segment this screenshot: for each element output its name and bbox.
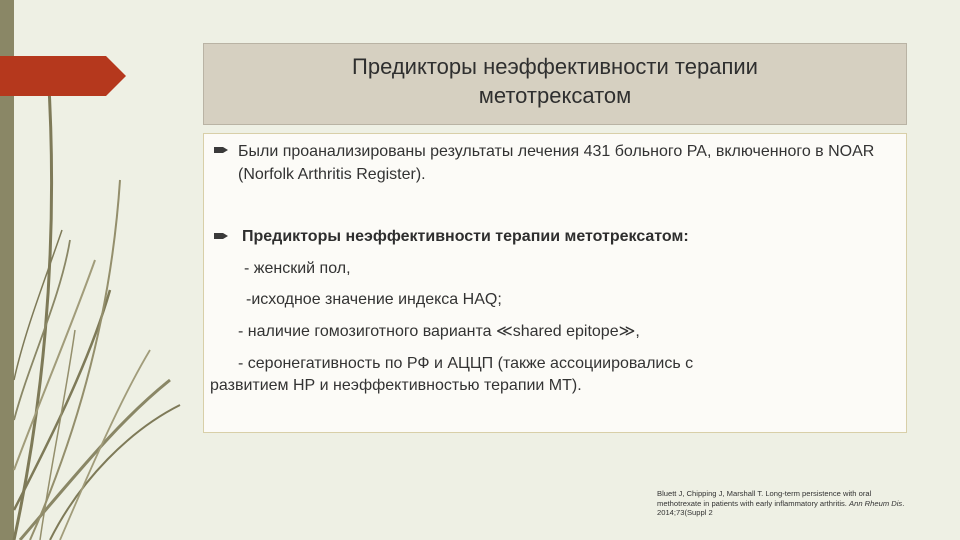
red-accent-arrow <box>0 56 126 96</box>
pencil-bullet-icon <box>214 231 228 241</box>
sub-item: - наличие гомозиготного варианта ≪shared epitope≫, <box>238 323 640 340</box>
sub-item: - серонегативность по РФ и АЦЦП (также ассоциировались с <box>238 355 694 372</box>
sub-item: развитием НР и неэффективностью терапии МТ). <box>210 377 582 394</box>
title-box <box>203 43 907 125</box>
sub-item: -исходное значение индекса HAQ; <box>246 291 502 308</box>
citation-main: Bluett J, Chipping J, Marshall T. Long-term persistence with oral methotrexate in patients with early inflammatory arthritis. <box>657 489 872 508</box>
citation-tail: . 2014;73(Suppl 2 <box>657 498 905 518</box>
citation <box>657 489 917 518</box>
content-box <box>203 133 907 433</box>
pencil-bullet-icon <box>214 145 228 155</box>
sub-item: - женский пол, <box>244 260 351 277</box>
bullet-text-2: Предикторы неэффективности терапии метотрексатом: <box>242 228 689 245</box>
bullet-text-1: Были проанализированы результаты лечения 431 больного РА, включенного в NOAR (Norfolk Arthritis Register). <box>238 143 875 183</box>
slide-title: Предикторы неэффективности терапии метотрексатом <box>352 54 758 108</box>
citation-journal: Ann Rheum Dis <box>849 498 903 508</box>
